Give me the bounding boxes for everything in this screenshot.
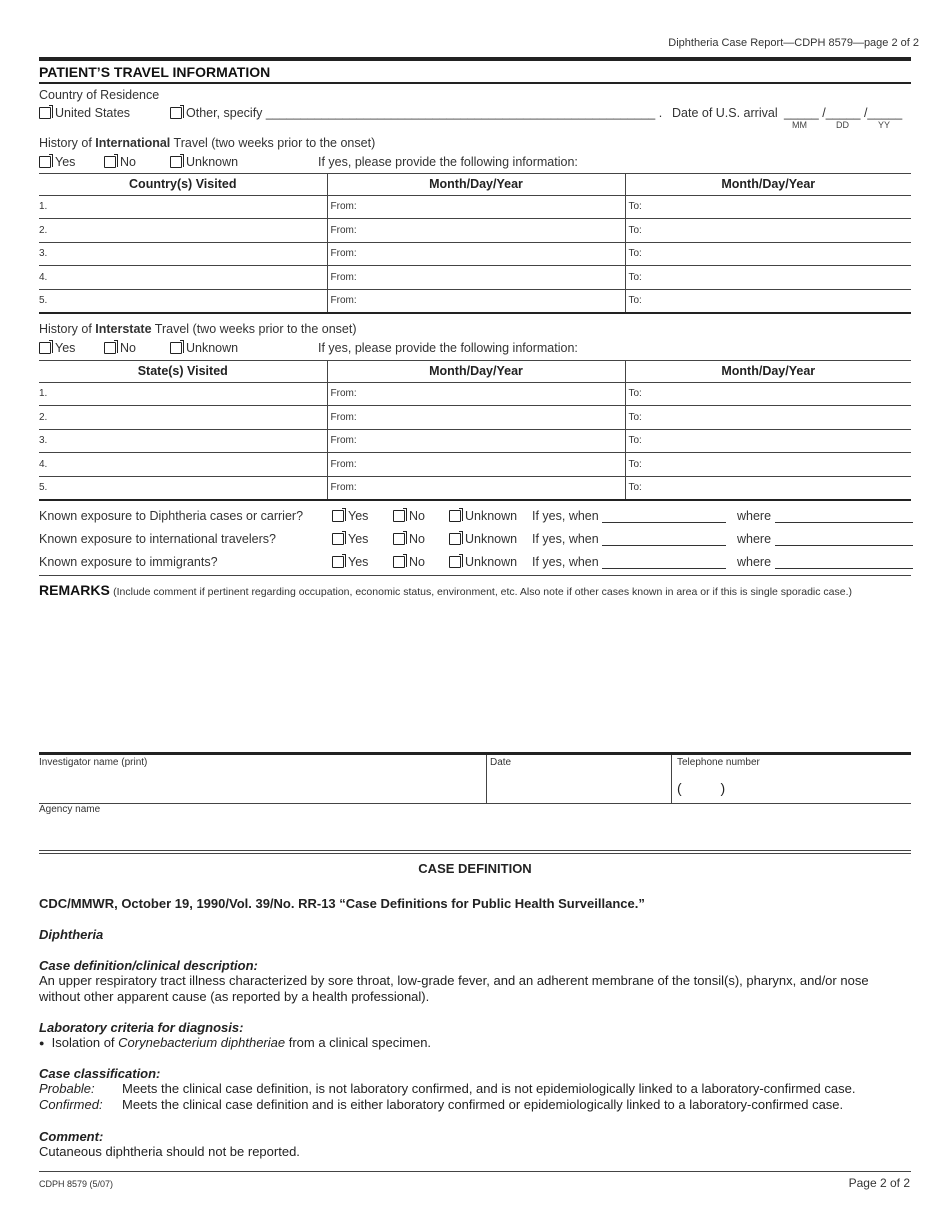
arrival-yy: YY [878,120,891,130]
from-field[interactable]: From: [327,476,625,500]
to-field[interactable]: To: [625,195,911,219]
clinical-text: An upper respiratory tract illness characterized by sore throat, low-grade fever, and an adherent membrane of the tonsil(s), pharynx, and/or nose without other apparent cause (as reported by a health professional). [39,973,869,1004]
classification-probable: Probable: Meets the clinical case definition, is not laboratory confirmed, and is not epidemiologically linked to a laboratory-confirmed case. [39,1081,856,1096]
divider [39,850,911,851]
date-label: Date [490,757,512,768]
exposure1-unknown[interactable]: Unknown [449,509,517,523]
col-states-header: State(s) Visited [39,361,327,382]
disease-name: Diphtheria [39,927,104,942]
where-blank[interactable] [775,511,913,523]
from-field[interactable]: From: [327,453,625,477]
checkbox-icon[interactable] [393,533,405,545]
exposure3-no[interactable]: No [393,555,425,569]
when-blank[interactable] [602,511,726,523]
arrival-mm: MM [792,120,807,130]
col-to-date-header: Month/Day/Year [625,361,911,382]
checkbox-icon[interactable] [449,556,461,568]
checkbox-icon[interactable] [170,107,182,119]
form-reference: Diphtheria Case Report—CDPH 8579—page 2 of 2 [668,37,919,49]
col-from-date-header: Month/Day/Year [327,174,625,195]
exposure3-unknown[interactable]: Unknown [449,555,517,569]
to-field[interactable]: To: [625,406,911,430]
exposure-question-travelers: Known exposure to international travelers? [39,532,276,546]
table-row [39,382,911,406]
from-field[interactable]: From: [327,406,625,430]
exposure2-unknown[interactable]: Unknown [449,532,517,546]
form-code: CDPH 8579 (5/07) [39,1179,114,1189]
comment-text: Cutaneous diphtheria should not be reported. [39,1144,300,1159]
lab-criteria-heading: Laboratory criteria for diagnosis: [39,1020,244,1035]
state-field-1[interactable]: 1. [39,382,327,406]
divider [39,853,911,854]
lab-criteria-item: ● Isolation of Corynebacterium diphtheriae from a clinical specimen. [39,1035,432,1050]
table-row [39,406,911,430]
divider [39,82,911,84]
checkbox-icon[interactable] [393,556,405,568]
form-page [39,0,919,1230]
interstate-yes-option[interactable]: Yes [39,341,75,355]
checkbox-icon[interactable] [39,342,51,354]
intl-no-option[interactable]: No [104,155,136,169]
checkbox-icon[interactable] [449,510,461,522]
arrival-date-field[interactable]: _____ /_____ /_____ [784,106,903,120]
intl-if-yes-note: If yes, please provide the following information: [318,155,578,169]
classification-confirmed: Confirmed: Meets the clinical case definition and is either laboratory confirmed or epidemiologically linked to a laboratory-confirmed case. [39,1097,844,1112]
country-field-5[interactable]: 5. [39,289,327,313]
col-from-date-header: Month/Day/Year [327,361,625,382]
exposure-question-immigrants: Known exposure to immigrants? [39,555,218,569]
exposure1-where[interactable]: where [737,509,913,523]
exposure3-yes[interactable]: Yes [332,555,368,569]
divider [39,575,911,576]
bullet-icon: ● [39,1038,45,1048]
checkbox-icon[interactable] [170,342,182,354]
col-countries-header: Country(s) Visited [39,174,327,195]
table-row [39,266,911,290]
divider [39,803,911,804]
residence-us-option[interactable]: United States [39,106,130,120]
remarks-heading: REMARKS (Include comment if pertinent regarding occupation, economic status, environment, etc. Also note if other cases known in area or if this is single sporadic case.) [39,582,853,598]
country-field-4[interactable]: 4. [39,266,327,290]
exposure3-where[interactable]: where [737,555,913,569]
table-row [39,429,911,453]
to-field[interactable]: To: [625,242,911,266]
exposure-question-diphtheria: Known exposure to Diphtheria cases or carrier? [39,509,304,523]
telephone-label: Telephone number [677,757,760,768]
exposure3-when[interactable]: If yes, when [532,555,726,569]
from-field[interactable]: From: [327,219,625,243]
interstate-if-yes-note: If yes, please provide the following information: [318,341,578,355]
intl-travel-label: History of International Travel (two weeks prior to the onset) [39,136,376,150]
arrival-dd: DD [836,120,849,130]
country-field-1[interactable]: 1. [39,195,327,219]
exposure1-yes[interactable]: Yes [332,509,368,523]
rule [39,752,911,755]
checkbox-icon[interactable] [393,510,405,522]
table-row [39,242,911,266]
when-blank[interactable] [602,557,726,569]
agency-name-label: Agency name [39,804,101,815]
when-blank[interactable] [602,534,726,546]
case-definition-source: CDC/MMWR, October 19, 1990/Vol. 39/No. RR-13 “Case Definitions for Public Health Surveillance.” [39,896,645,911]
table-row [39,453,911,477]
checkbox-icon[interactable] [104,156,116,168]
intl-unknown-option[interactable]: Unknown [170,155,238,169]
checkbox-icon[interactable] [332,533,344,545]
agency-name-field[interactable] [39,818,911,848]
residence-label: Country of Residence [39,88,160,102]
to-field[interactable]: To: [625,219,911,243]
interstate-travel-table [39,361,911,501]
exposure2-yes[interactable]: Yes [332,532,368,546]
country-field-2[interactable]: 2. [39,219,327,243]
investigator-name-field[interactable] [39,770,479,800]
state-field-4[interactable]: 4. [39,453,327,477]
table-row [39,195,911,219]
table-row [39,219,911,243]
remarks-field[interactable] [39,600,911,750]
case-definition-title: CASE DEFINITION [418,861,532,876]
investigator-name-label: Investigator name (print) [39,757,148,768]
interstate-unknown-option[interactable]: Unknown [170,341,238,355]
exposure1-when[interactable]: If yes, when [532,509,726,523]
to-field[interactable]: To: [625,453,911,477]
table-row [39,289,911,313]
from-field[interactable]: From: [327,382,625,406]
section-title-travel: PATIENT’S TRAVEL INFORMATION [39,64,271,80]
exposure1-no[interactable]: No [393,509,425,523]
other-specify-field[interactable]: ________________________________________________________ . [265,106,663,120]
page-number: Page 2 of 2 [848,1176,910,1190]
state-field-3[interactable]: 3. [39,429,327,453]
from-field[interactable]: From: [327,266,625,290]
cell-divider [486,755,487,803]
checkbox-icon[interactable] [104,342,116,354]
from-field[interactable]: From: [327,429,625,453]
exposure2-no[interactable]: No [393,532,425,546]
where-blank[interactable] [775,534,913,546]
interstate-no-option[interactable]: No [104,341,136,355]
table-row [39,476,911,500]
country-field-3[interactable]: 3. [39,242,327,266]
to-field[interactable]: To: [625,382,911,406]
arrival-label: Date of U.S. arrival [672,106,778,120]
exposure2-when[interactable]: If yes, when [532,532,726,546]
state-field-5[interactable]: 5. [39,476,327,500]
telephone-field[interactable]: ( ) [677,780,726,796]
from-field[interactable]: From: [327,289,625,313]
classification-heading: Case classification: [39,1066,161,1081]
to-field[interactable]: To: [625,266,911,290]
interstate-travel-label: History of Interstate Travel (two weeks prior to the onset) [39,322,357,336]
checkbox-icon[interactable] [449,533,461,545]
checkbox-icon[interactable] [332,510,344,522]
checkbox-icon[interactable] [332,556,344,568]
exposure2-where[interactable]: where [737,532,913,546]
checkbox-icon[interactable] [170,156,182,168]
from-field[interactable]: From: [327,242,625,266]
state-field-2[interactable]: 2. [39,406,327,430]
checkbox-icon[interactable] [39,156,51,168]
to-field[interactable]: To: [625,476,911,500]
footer-rule [39,1171,911,1172]
cell-divider [671,755,672,803]
to-field[interactable]: To: [625,429,911,453]
to-field[interactable]: To: [625,289,911,313]
col-to-date-header: Month/Day/Year [625,174,911,195]
from-field[interactable]: From: [327,195,625,219]
top-rule [39,57,911,61]
comment-heading: Comment: [39,1129,104,1144]
where-blank[interactable] [775,557,913,569]
residence-other-option[interactable]: Other, specify ________________________________________________________ . [170,106,662,120]
clinical-heading: Case definition/clinical description: [39,958,258,973]
intl-travel-table [39,174,911,314]
intl-yes-option[interactable]: Yes [39,155,75,169]
checkbox-icon[interactable] [39,107,51,119]
